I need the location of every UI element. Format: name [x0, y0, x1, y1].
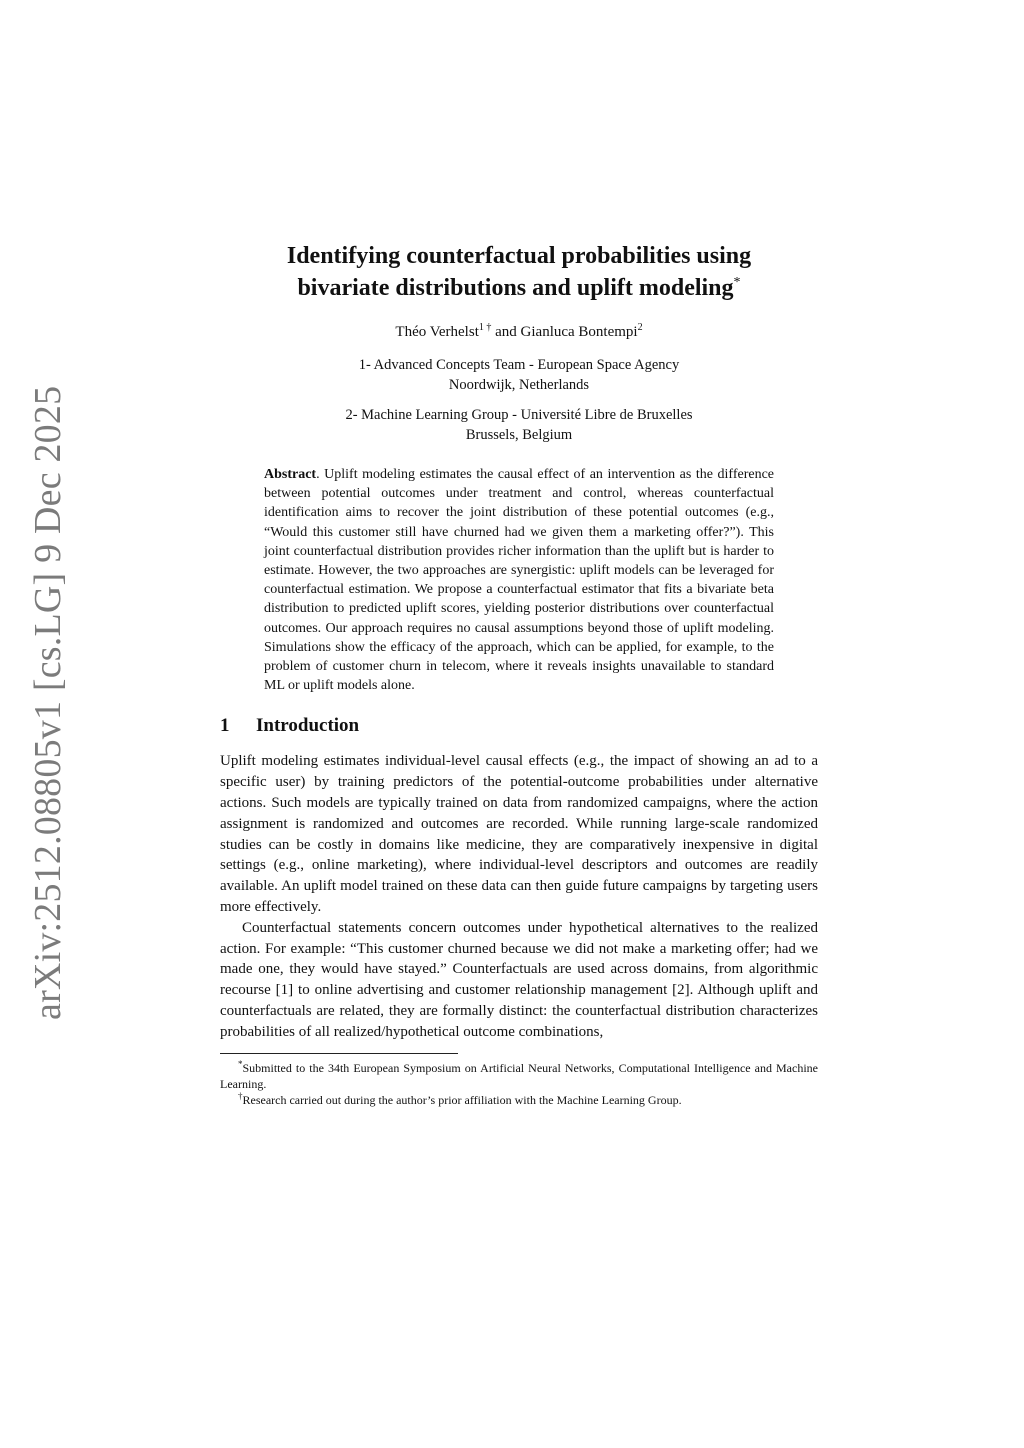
paper-page [220, 240, 818, 1108]
footnote-1-text: Submitted to the 34th European Symposium on Artificial Neural Networks, Computational Intelligence and Machine Learning. [220, 1060, 818, 1091]
footnote-2 [220, 1092, 818, 1108]
author-separator: and [491, 324, 521, 340]
abstract-text: . Uplift modeling estimates the causal effect of an intervention as the difference between potential outcomes under treatment and control, whereas counterfactual identification aims to recover the joint distribution of these potential outcomes (e.g., “Would this customer still have churned had we given them a marketing offer?”). This joint counterfactual distribution provides richer information than the uplift but is harder to estimate. However, the two approaches are synergistic: uplift models can be leveraged for counterfactual estimation. We propose a counterfactual estimator that fits a bivariate beta distribution to predicted uplift scores, yielding posterior distributions over counterfactual outcomes. Our approach requires no causal assumptions beyond those of uplift modeling. Simulations show the efficacy of the approach, which can be applied, for example, to the problem of customer churn in telecom, where it reveals insights unavailable to standard ML or uplift models alone. [264, 467, 774, 694]
author-1-marks: 1 † [478, 322, 492, 333]
affiliation-2 [220, 405, 818, 445]
section-title: Introduction [256, 715, 360, 737]
abstract [264, 465, 774, 695]
title-line-1: Identifying counterfactual probabilities using [286, 243, 752, 269]
arxiv-identifier: arXiv:2512.08805v1 [cs.LG] 9 Dec 2025 [27, 385, 69, 1020]
footnote-1-mark: * [238, 1058, 243, 1069]
title-footnote-mark: * [733, 275, 741, 290]
affiliation-1 [220, 355, 818, 395]
paper-title [220, 240, 818, 304]
author-1: Théo Verhelst [395, 324, 479, 340]
body-paragraph-2: Counterfactual statements concern outcomes under hypothetical alternatives to the realized action. For example: “This customer churned because we did not make a marketing offer; had we made one, they would have stayed.” Counterfactuals are used across domains, from algorithmic recourse [1] to online advertising and customer relationship management [2]. Although uplift and counterfactuals are related, they are formally distinct: the counterfactual distribution characterizes probabilities of all realized/hypothetical outcome combinations, [220, 919, 818, 1040]
body-paragraph-1: Uplift modeling estimates individual-level causal effects (e.g., the impact of showing an ad to a specific user) by training predictors of the potential-outcome probabilities under alternative actions. Such models are typically trained on data from randomized campaigns, where the action assignment is randomized and outcomes are recorded. While running large-scale randomized studies can be costly in domains like medicine, they are comparatively inexpensive in digital settings (e.g., online marketing), where individual-level descriptors and outcomes are readily available. An uplift model trained on these data can then guide future campaigns by targeting users more effectively. [220, 753, 818, 916]
affiliation-2-line-1: 2- Machine Learning Group - Université Libre de Bruxelles [345, 407, 693, 423]
affiliation-1-line-1: 1- Advanced Concepts Team - European Space Agency [358, 357, 680, 373]
author-2: Gianluca Bontempi [520, 324, 638, 340]
footnote-divider [220, 1053, 458, 1054]
section-heading [220, 715, 818, 737]
affiliation-2-line-2: Brussels, Belgium [465, 427, 573, 443]
author-list [220, 322, 818, 341]
author-2-marks: 2 [637, 322, 643, 333]
footnote-2-text: Research carried out during the author’s prior affiliation with the Machine Learning Group. [242, 1092, 682, 1107]
abstract-label: Abstract [264, 467, 317, 482]
footnote-1 [220, 1060, 818, 1092]
section-number: 1 [220, 715, 230, 737]
affiliation-1-line-2: Noordwijk, Netherlands [448, 377, 590, 393]
title-line-2: bivariate distributions and uplift modeling [297, 275, 734, 301]
footnote-2-mark: † [238, 1090, 243, 1101]
arxiv-sidebar [8, 385, 78, 1020]
